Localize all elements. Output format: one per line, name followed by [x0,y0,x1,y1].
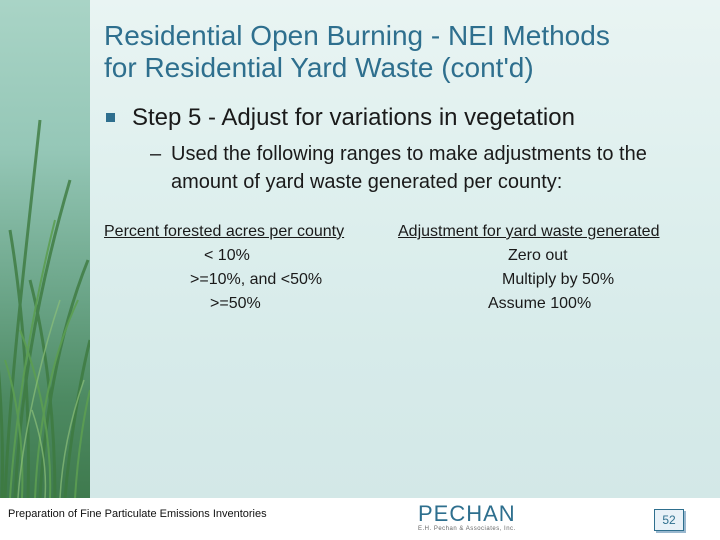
logo-name: PECHAN [418,501,516,526]
logo-subtitle: E.H. Pechan & Associates, Inc. [418,526,516,532]
adjustment-value: Assume 100% [488,295,592,312]
slide-title [104,20,704,84]
range-column [104,220,384,316]
title-line-2: for Residential Yard Waste (cont'd) [104,52,534,83]
title-line-1: Residential Open Burning - NEI Methods [104,20,610,51]
table-cell-adjustment [398,268,698,292]
adjustment-value: Multiply by 50% [502,271,615,288]
sub-bullet-text: Used the following ranges to make adjustments to the amount of yard waste generated per county: [171,143,647,193]
dash-bullet-icon: – [150,143,162,165]
square-bullet-icon [106,113,115,122]
table-cell-range [104,268,384,292]
range-value: >=10%, and <50% [190,271,323,288]
range-column-header: Percent forested acres per county [104,223,345,240]
range-value: >=50% [210,295,261,312]
adjustment-column-header: Adjustment for yard waste generated [398,223,660,240]
main-bullet-text: Step 5 - Adjust for variations in vegetation [132,104,575,131]
page-number: 52 [654,509,684,531]
adjustment-value: Zero out [508,247,568,264]
table-cell-adjustment [398,292,698,316]
table-cell-adjustment [398,244,698,268]
table-cell-range [104,244,384,268]
pechan-logo [418,503,528,533]
grass-photo [0,0,90,498]
footer-text: Preparation of Fine Particulate Emissions Inventories [8,508,267,520]
range-value: < 10% [204,247,250,264]
adjustment-column [398,220,698,316]
table-cell-range [104,292,384,316]
